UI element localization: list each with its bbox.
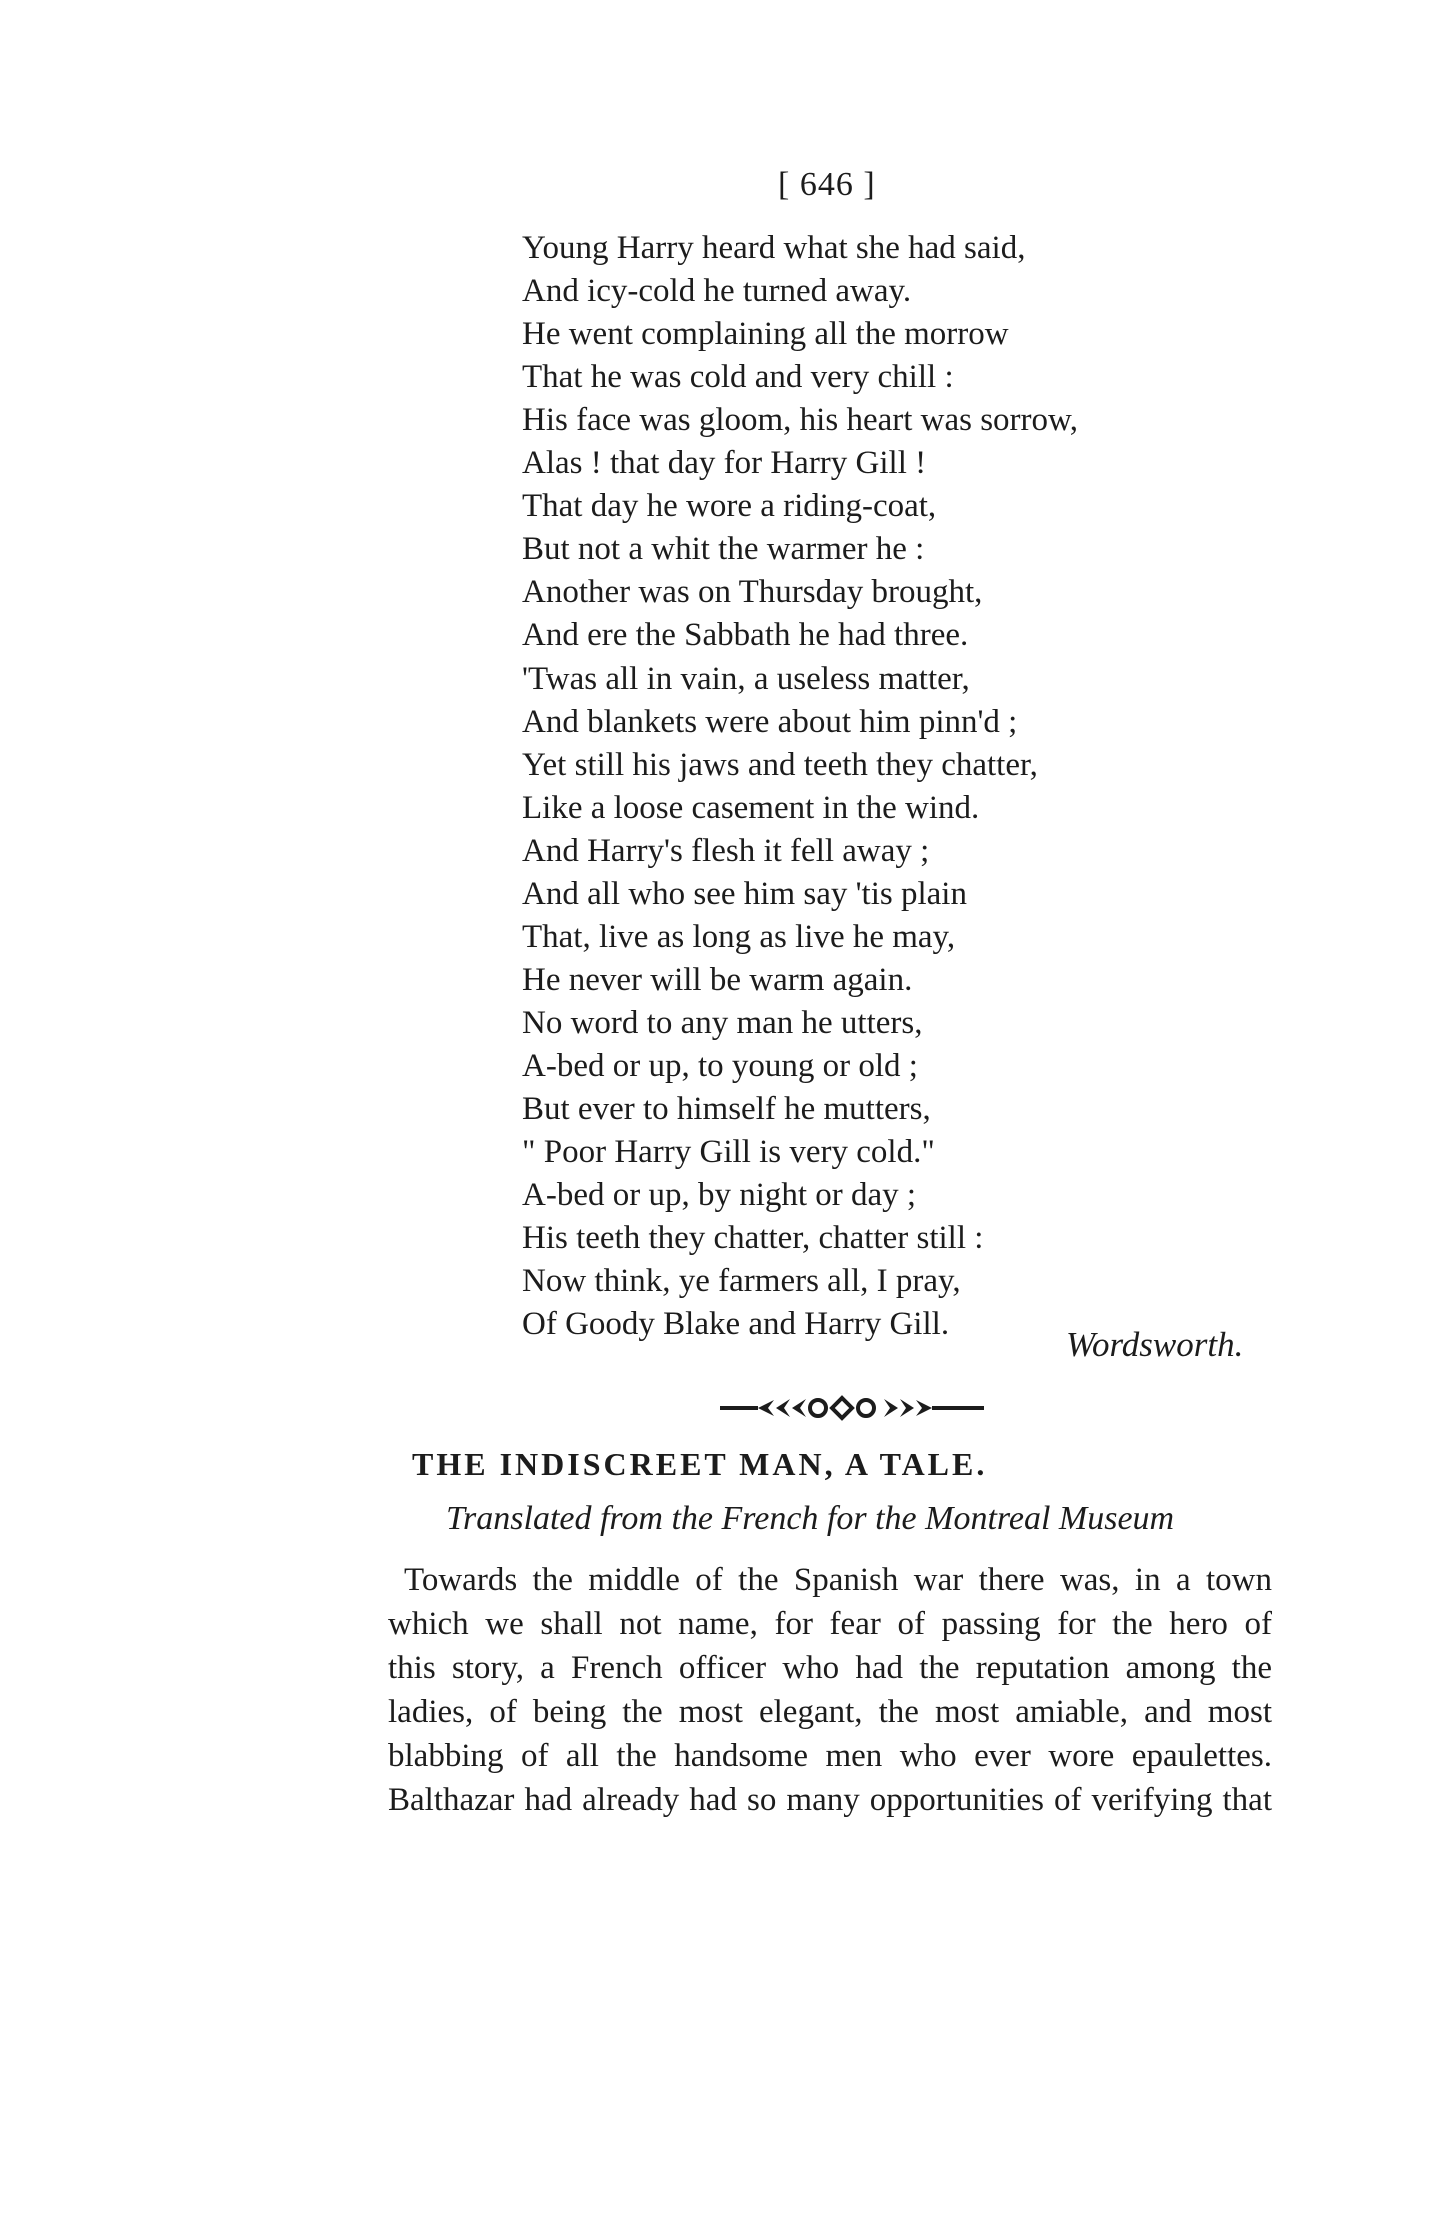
poem-line: His teeth they chatter, chatter still :	[522, 1220, 984, 1256]
poem-line: Alas ! that day for Harry Gill !	[522, 445, 927, 481]
article-title: THE INDISCREET MAN, A TALE.	[412, 1446, 988, 1482]
poem-line: That, live as long as live he may,	[522, 919, 956, 955]
poem-line: Young Harry heard what she had said,	[522, 230, 1026, 266]
poem-line: Another was on Thursday brought,	[522, 574, 983, 610]
poem-line: A-bed or up, to young or old ;	[522, 1048, 918, 1084]
article-line: Balthazar had already had so many opportunities of verifying that	[388, 1782, 1272, 1818]
poem-line: And icy-cold he turned away.	[522, 273, 912, 309]
poem-line: That he was cold and very chill :	[522, 359, 954, 395]
poem-stanza-2	[522, 658, 1038, 1346]
poem-line: A-bed or up, by night or day ;	[522, 1177, 917, 1213]
poem-line: He never will be warm again.	[522, 962, 913, 998]
article-line: blabbing of all the handsome men who ever wore epaulettes.	[388, 1738, 1272, 1774]
poem-line: No word to any man he utters,	[522, 1005, 923, 1041]
poem-line: And all who see him say 'tis plain	[522, 876, 967, 912]
poem-line: And Harry's flesh it fell away ;	[522, 833, 930, 869]
page-number: [ 646 ]	[778, 166, 876, 203]
article-line: Towards the middle of the Spanish war there was, in a town	[404, 1562, 1272, 1598]
article-subtitle: Translated from the French for the Montreal Museum	[446, 1500, 1175, 1537]
poem-line: 'Twas all in vain, a useless matter,	[522, 661, 970, 697]
poem-line: But ever to himself he mutters,	[522, 1091, 931, 1127]
poem-line: But not a whit the warmer he :	[522, 531, 925, 567]
poem-line: Yet still his jaws and teeth they chatter,	[522, 747, 1038, 783]
article-line: this story, a French officer who had the reputation among the	[388, 1650, 1272, 1686]
poem-attribution: Wordsworth.	[1066, 1325, 1244, 1364]
poem-line: " Poor Harry Gill is very cold."	[522, 1134, 935, 1170]
section-divider-ornament	[718, 1390, 986, 1426]
poem-line: And blankets were about him pinn'd ;	[522, 704, 1018, 740]
article-line: ladies, of being the most elegant, the most amiable, and most	[388, 1694, 1272, 1730]
poem-line: Like a loose casement in the wind.	[522, 790, 980, 826]
poem-line: Of Goody Blake and Harry Gill.	[522, 1306, 950, 1342]
article-body	[388, 1558, 1272, 1822]
poem-line: He went complaining all the morrow	[522, 316, 1009, 352]
poem-line: His face was gloom, his heart was sorrow,	[522, 402, 1078, 438]
article-line: which we shall not name, for fear of passing for the hero of	[388, 1606, 1272, 1642]
poem-line: And ere the Sabbath he had three.	[522, 617, 969, 653]
poem-line: That day he wore a riding-coat,	[522, 488, 937, 524]
poem-stanza-1	[522, 227, 1078, 657]
poem-line: Now think, ye farmers all, I pray,	[522, 1263, 961, 1299]
